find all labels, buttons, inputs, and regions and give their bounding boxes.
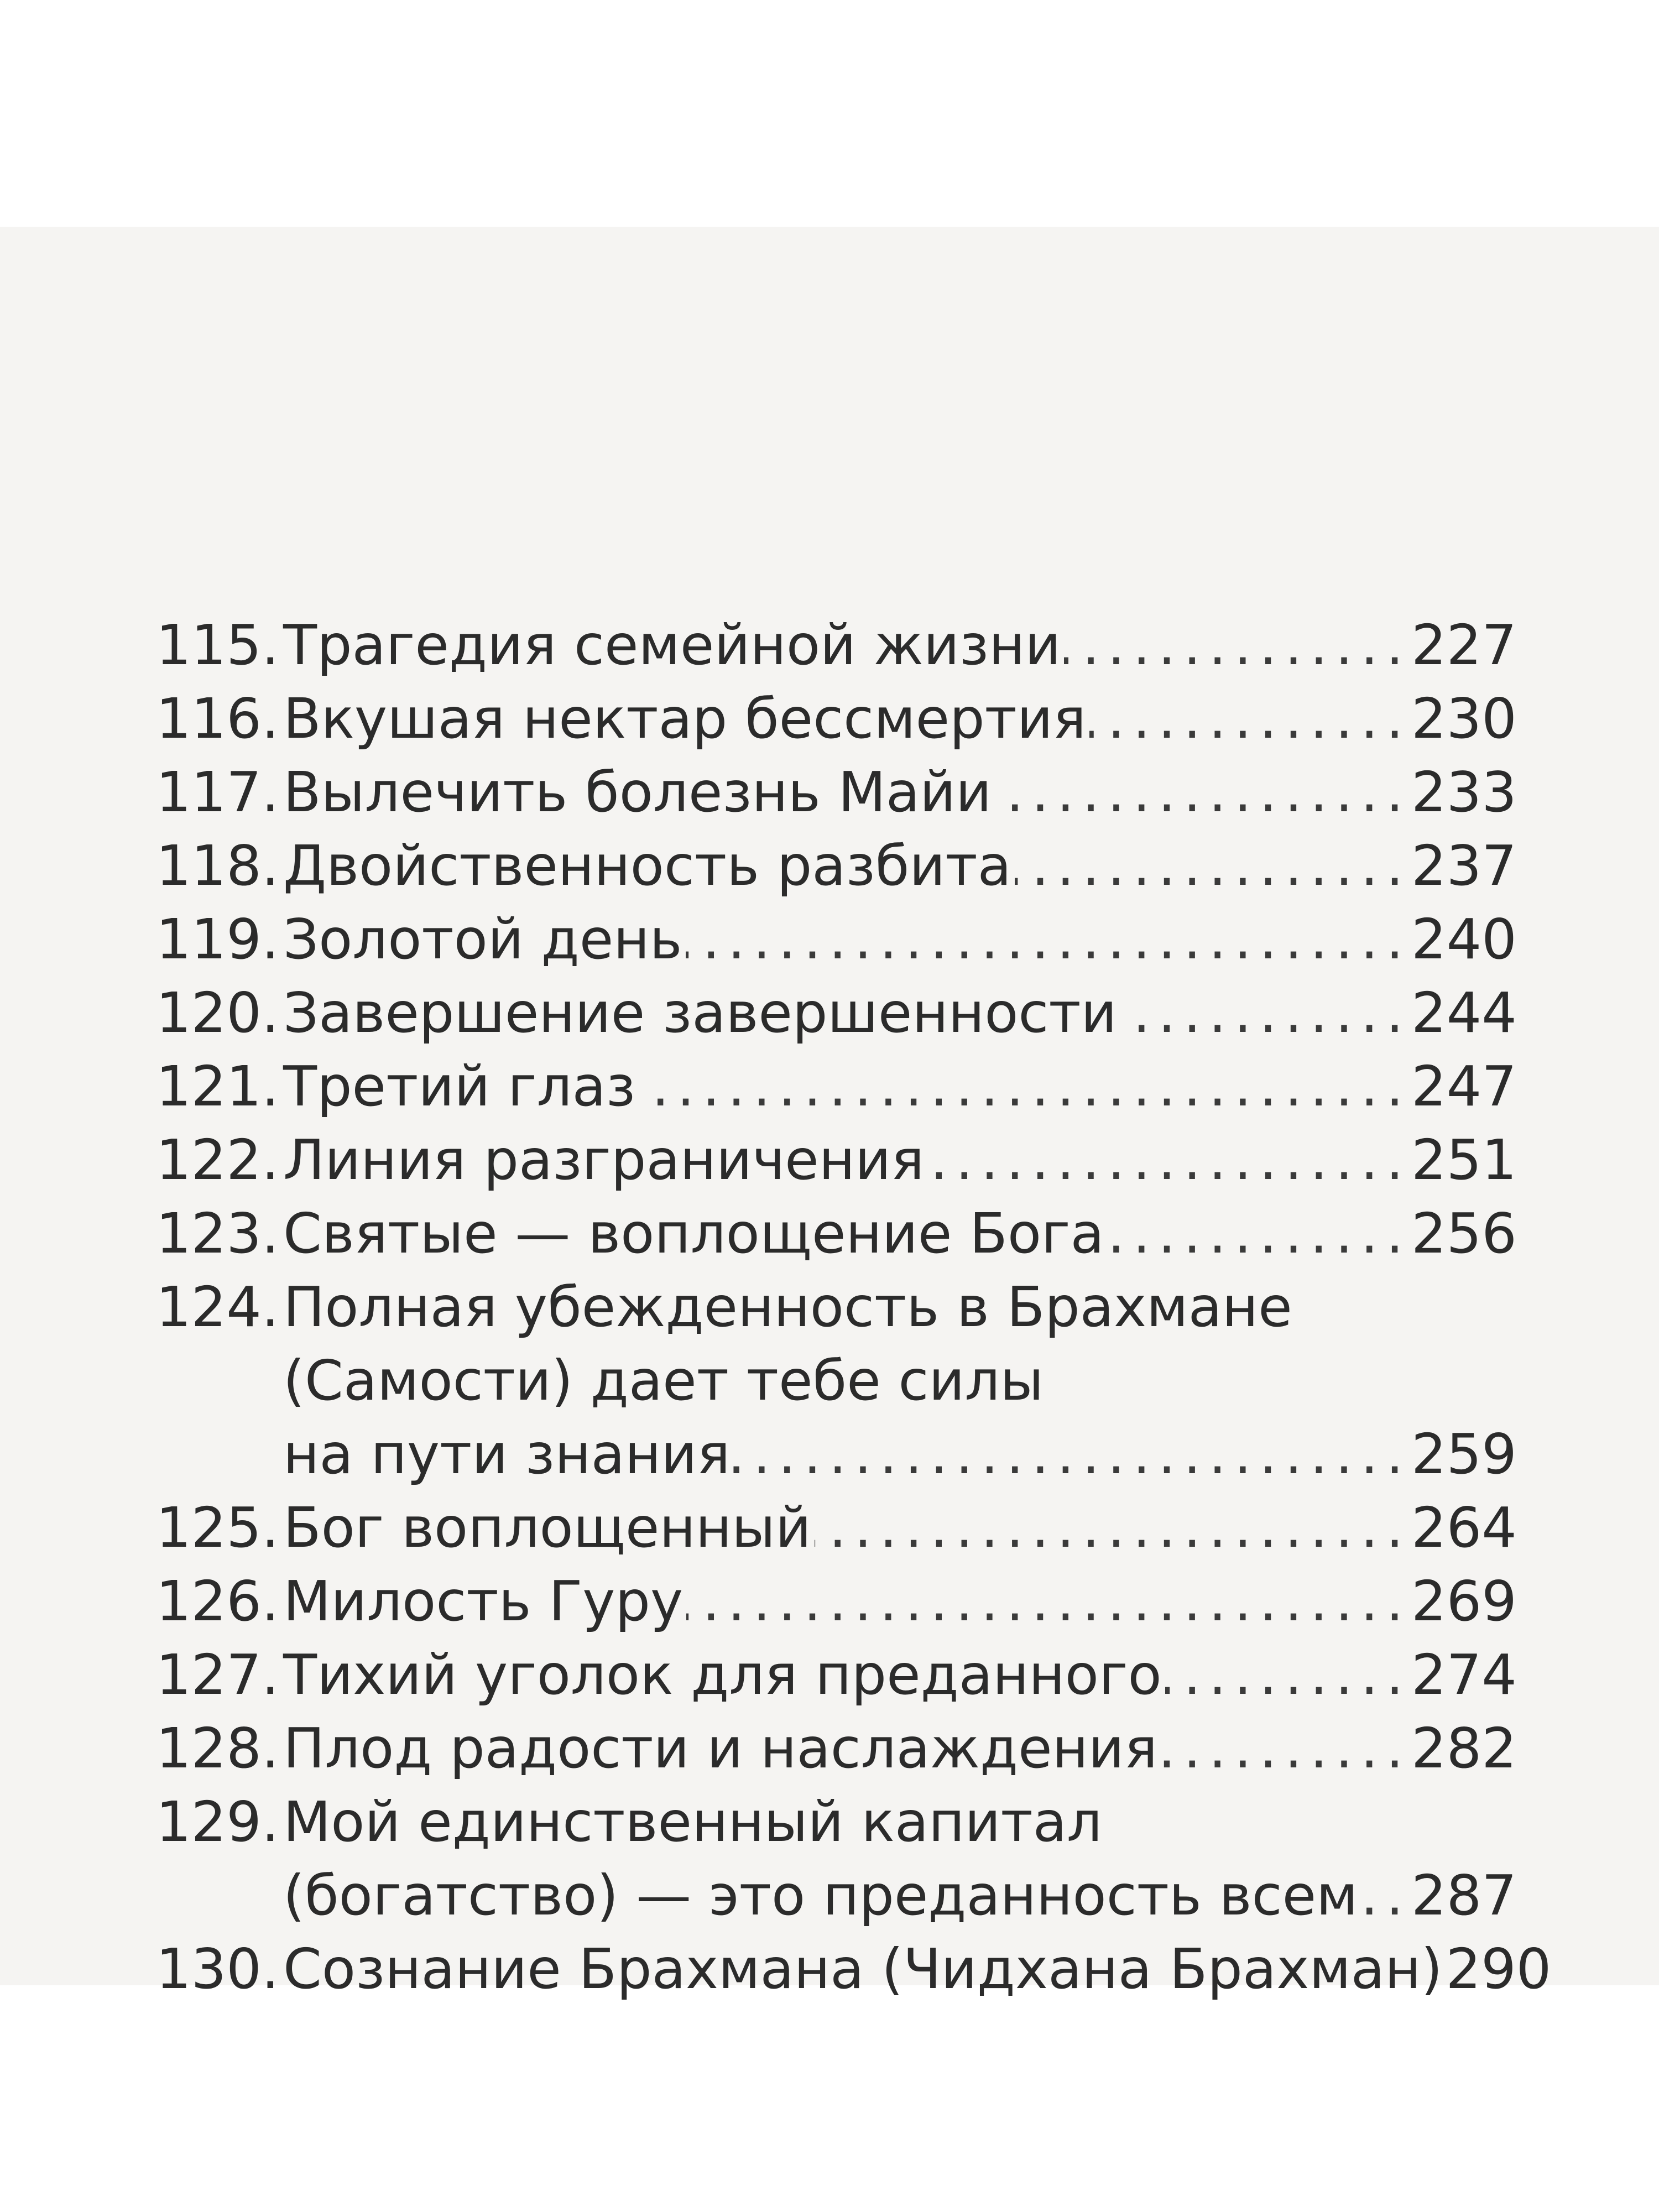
toc-entry-title: Полная убежденность в Брахмане <box>283 1275 1292 1339</box>
dot-leader <box>1120 976 1411 1050</box>
toc-entry-line <box>156 1123 1516 1197</box>
toc-entry-number: 124. <box>156 1275 279 1339</box>
toc-entry-number: 118. <box>156 833 279 898</box>
toc-entry-line <box>156 1932 1552 2006</box>
dot-leader <box>686 1564 1411 1638</box>
toc-entry-line <box>156 682 1516 755</box>
toc-entry-number: 122. <box>156 1128 279 1192</box>
toc-entry-title: на пути знания <box>283 1422 731 1486</box>
toc-entry-number: 127. <box>156 1642 279 1707</box>
dot-leader <box>995 755 1411 829</box>
toc-entry-title: Золотой день <box>283 907 682 972</box>
toc-entry-title: Завершение завершенности <box>283 980 1117 1045</box>
toc-entry-number: 117. <box>156 760 279 825</box>
toc-entry-title: Бог воплощенный <box>283 1495 812 1560</box>
toc-page-number: 259 <box>1411 1422 1517 1486</box>
table-of-contents <box>156 608 1552 2006</box>
toc-entry-line <box>156 1785 1516 1859</box>
dot-leader <box>733 1417 1411 1491</box>
toc-entry-number: 128. <box>156 1716 279 1781</box>
toc-entry-line <box>156 755 1516 829</box>
toc-entry-number: 120. <box>156 980 279 1045</box>
toc-page-number: 274 <box>1411 1642 1517 1707</box>
dot-leader <box>1161 1712 1411 1785</box>
toc-entry-title: Мой единственный капитал <box>283 1790 1102 1854</box>
toc-page-number: 282 <box>1411 1716 1517 1781</box>
toc-page-number: 247 <box>1411 1054 1517 1119</box>
toc-entry-title: Тихий уголок для преданного <box>283 1642 1162 1707</box>
toc-entry-line <box>156 1859 1516 1932</box>
dot-leader <box>1089 682 1411 755</box>
toc-page-number: 256 <box>1411 1201 1517 1266</box>
dot-leader <box>1015 829 1411 902</box>
toc-entry-line <box>156 608 1516 682</box>
toc-page-number: 290 <box>1446 1937 1552 2001</box>
toc-page-number: 269 <box>1411 1569 1517 1634</box>
toc-entry-line <box>156 1344 1516 1417</box>
toc-entry-number: 119. <box>156 907 279 972</box>
toc-entry-line <box>156 976 1516 1050</box>
toc-page-number: 233 <box>1411 760 1517 825</box>
toc-entry-number: 126. <box>156 1569 279 1634</box>
toc-entry-title: Вылечить болезнь Майи <box>283 760 992 825</box>
toc-entry-title: (Самости) дает тебе силы <box>283 1348 1044 1413</box>
toc-entry-title: (богатство) — это преданность всем <box>283 1863 1358 1928</box>
dot-leader <box>815 1491 1411 1564</box>
toc-entry-title: Двойственность разбита <box>283 833 1011 898</box>
toc-entry-title: Сознание Брахмана (Чидхана Брахман) <box>283 1937 1443 2001</box>
toc-page-number: 227 <box>1411 613 1517 677</box>
toc-page-number: 264 <box>1411 1495 1517 1560</box>
toc-entry-line <box>156 829 1516 902</box>
toc-entry-title: Линия разграничения <box>283 1128 925 1192</box>
toc-page-number: 237 <box>1411 833 1517 898</box>
toc-entry-number: 129. <box>156 1790 279 1854</box>
toc-entry-number: 115. <box>156 613 279 677</box>
toc-entry-line <box>156 1417 1516 1491</box>
toc-page-number: 287 <box>1411 1863 1517 1928</box>
toc-entry-number: 116. <box>156 686 279 751</box>
book-page <box>0 227 1659 2001</box>
dot-leader <box>639 1050 1411 1123</box>
dot-leader <box>927 1123 1411 1197</box>
toc-entry-number: 130. <box>156 1937 279 2001</box>
toc-entry-line <box>156 1491 1516 1564</box>
toc-entry-title: Трагедия семейной жизни <box>283 613 1061 677</box>
toc-entry-line <box>156 1638 1516 1712</box>
toc-entry-line <box>156 1564 1516 1638</box>
dot-leader <box>1064 608 1411 682</box>
toc-entry-title: Плод радости и наслаждения <box>283 1716 1158 1781</box>
toc-page-number: 244 <box>1411 980 1517 1045</box>
toc-entry-title: Милость Гуру <box>283 1569 684 1634</box>
toc-entry-number: 125. <box>156 1495 279 1560</box>
toc-page-number: 230 <box>1411 686 1517 751</box>
dot-leader <box>1108 1197 1411 1270</box>
dot-leader <box>1165 1638 1411 1712</box>
toc-entry-title: Третий глаз <box>283 1054 636 1119</box>
toc-page-number: 240 <box>1411 907 1517 972</box>
toc-entry-line <box>156 1712 1516 1785</box>
toc-entry-title: Святые — воплощение Бога <box>283 1201 1104 1266</box>
toc-page-number: 251 <box>1411 1128 1517 1192</box>
toc-entry-number: 123. <box>156 1201 279 1266</box>
toc-entry-line <box>156 1197 1516 1270</box>
dot-leader <box>686 902 1411 976</box>
dot-leader <box>1361 1859 1411 1932</box>
toc-entry-number: 121. <box>156 1054 279 1119</box>
toc-entry-line <box>156 1050 1516 1123</box>
toc-entry-line <box>156 902 1516 976</box>
toc-entry-title: Вкушая нектар бессмертия <box>283 686 1087 751</box>
toc-entry-line <box>156 1270 1516 1344</box>
